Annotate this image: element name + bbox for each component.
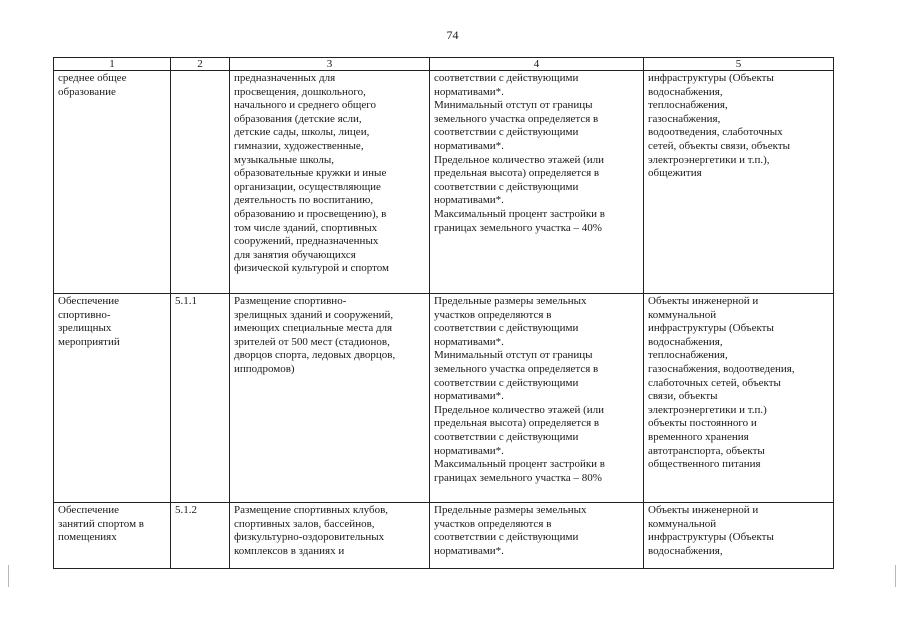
parameters-cell: Предельные размеры земельных участков определяются в соответствии с действующими нормативами*. Минимальный отступ от границы земельного участка определяется в соответствии с действующими нормативами*. Предельное количество этажей (или предельная высота) определяется в соответствии с действующими нормативами*. Максимальный процент застройки в границах земельного участка – 80% [430, 294, 644, 503]
scan-edge-mark-left [8, 565, 9, 587]
column-header: 1 [54, 58, 171, 71]
scan-edge-mark-right [895, 565, 896, 587]
auxiliary-objects-cell: Объекты инженерной и коммунальной инфраструктуры (Объекты водоснабжения, [644, 503, 834, 569]
use-code-cell [171, 71, 230, 294]
auxiliary-objects-cell: инфраструктуры (Объекты водоснабжения, теплоснабжения, газоснабжения, водоотведения, слаботочных сетей, объекты связи, объекты электроэнергетики и т.п.), общежития [644, 71, 834, 294]
use-name-cell: Обеспечение спортивно- зрелищных мероприятий [54, 294, 171, 503]
header-row [54, 58, 834, 71]
column-header: 5 [644, 58, 834, 71]
auxiliary-objects-cell: Объекты инженерной и коммунальной инфраструктуры (Объекты водоснабжения, теплоснабжения, газоснабжения, водоотведения, слаботочных сетей, объекты связи, объекты электроэнергетики и т.п.) объекты постоянного и временного хранения автотранспорта, объекты общественного питания [644, 294, 834, 503]
use-code-cell: 5.1.1 [171, 294, 230, 503]
land-use-table [53, 57, 834, 569]
column-header: 2 [171, 58, 230, 71]
use-description-cell: Размещение спортивно- зрелищных зданий и сооружений, имеющих специальные места для зрителей от 500 мест (стадионов, дворцов спорта, ледовых дворцов, ипподромов) [230, 294, 430, 503]
column-header: 4 [430, 58, 644, 71]
use-code-cell: 5.1.2 [171, 503, 230, 569]
table-row [54, 71, 834, 294]
parameters-cell: Предельные размеры земельных участков определяются в соответствии с действующими нормативами*. [430, 503, 644, 569]
table-row [54, 294, 834, 503]
column-header: 3 [230, 58, 430, 71]
table-row [54, 503, 834, 569]
use-description-cell: предназначенных для просвещения, дошкольного, начального и среднего общего образования (детские ясли, детские сады, школы, лицеи, гимназии, художественные, музыкальные школы, образовательные кружки и иные организации, осуществляющие деятельность по воспитанию, образованию и просвещению), в том числе зданий, спортивных сооружений, предназначенных для занятия обучающихся физической культурой и спортом [230, 71, 430, 294]
use-name-cell: Обеспечение занятий спортом в помещениях [54, 503, 171, 569]
use-description-cell: Размещение спортивных клубов, спортивных залов, бассейнов, физкультурно-оздоровительных комплексов в зданиях и [230, 503, 430, 569]
parameters-cell: соответствии с действующими нормативами*. Минимальный отступ от границы земельного участка определяется в соответствии с действующими нормативами*. Предельное количество этажей (или предельная высота) определяется в соответствии с действующими нормативами*. Максимальный процент застройки в границах земельного участка – 40% [430, 71, 644, 294]
use-name-cell: среднее общее образование [54, 71, 171, 294]
page-number: 74 [446, 28, 459, 42]
